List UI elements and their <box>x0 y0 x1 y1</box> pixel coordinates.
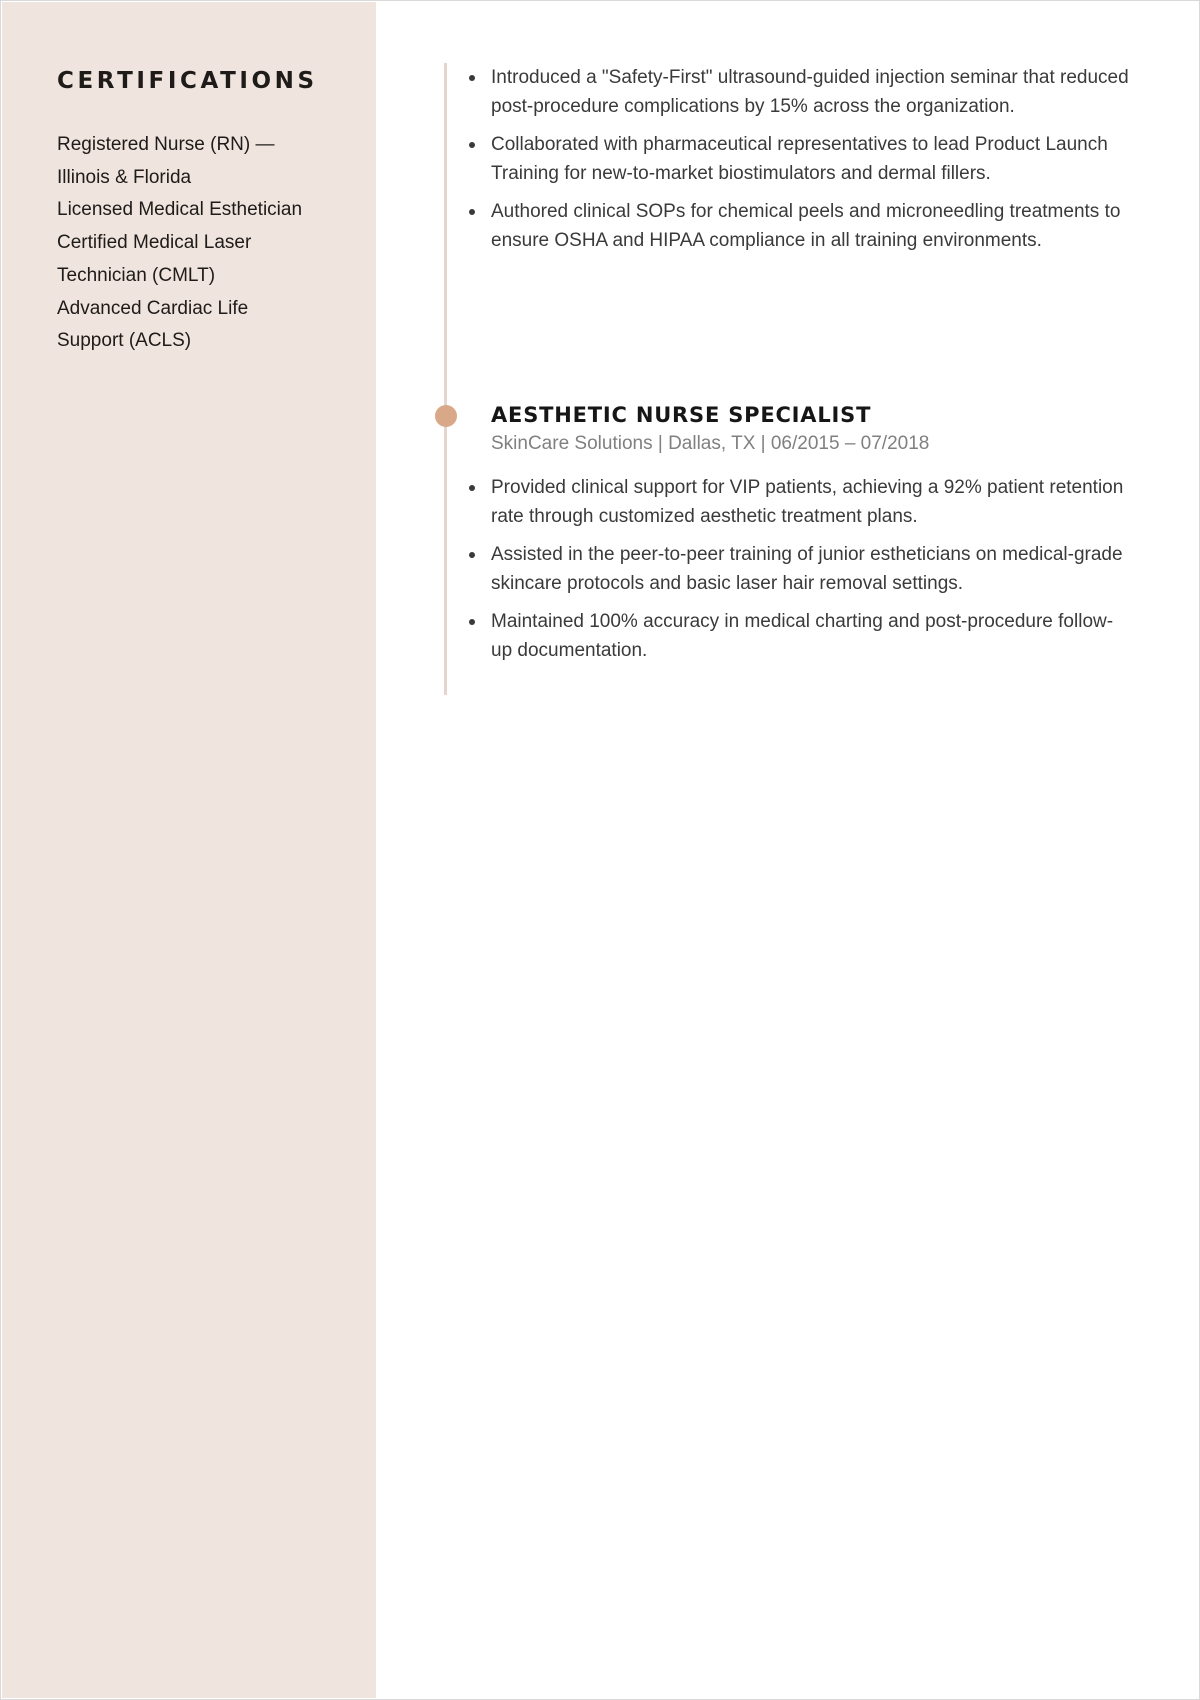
job-meta: SkinCare Solutions | Dallas, TX | 06/2015 – 07/2018 <box>491 433 930 454</box>
timeline-dot <box>435 405 457 427</box>
certification-item: Illinois & Florida <box>57 166 192 188</box>
certifications-heading: CERTIFICATIONS <box>57 68 318 94</box>
job-title: AESTHETIC NURSE SPECIALIST <box>491 403 872 427</box>
certification-item: Registered Nurse (RN) — <box>57 134 275 155</box>
certification-item: Certified Medical Laser <box>57 232 252 254</box>
certification-item: Technician (CMLT) <box>57 264 216 286</box>
bullet-item: Assisted in the peer-to-peer training of junior estheticians on medical-grade skincare protocols and basic laser hair removal settings. <box>491 540 1131 598</box>
bullet-item: Collaborated with pharmaceutical representatives to lead Product Launch Training for new-to-market biostimulators and dermal fillers. <box>491 130 1131 188</box>
certification-item: Licensed Medical Esthetician <box>57 199 303 221</box>
experience-section <box>377 1 1199 1699</box>
bullet-item: Authored clinical SOPs for chemical peels and microneedling treatments to ensure OSHA and HIPAA compliance in all training environments. <box>491 197 1131 255</box>
certification-item: Support (ACLS) <box>57 330 192 352</box>
certifications-list <box>57 129 357 358</box>
bullet-item: Provided clinical support for VIP patients, achieving a 92% patient retention rate through customized aesthetic treatment plans. <box>491 473 1131 531</box>
bullet-item: Introduced a "Safety-First" ultrasound-guided injection seminar that reduced post-procedure complications by 15% across the organization. <box>491 63 1131 121</box>
job-bullets <box>491 473 1131 674</box>
previous-job-bullets <box>491 63 1131 264</box>
sidebar <box>2 2 376 1698</box>
certification-item: Advanced Cardiac Life <box>57 297 249 319</box>
timeline-line <box>444 63 447 695</box>
bullet-item: Maintained 100% accuracy in medical charting and post-procedure follow-up documentation. <box>491 607 1131 665</box>
